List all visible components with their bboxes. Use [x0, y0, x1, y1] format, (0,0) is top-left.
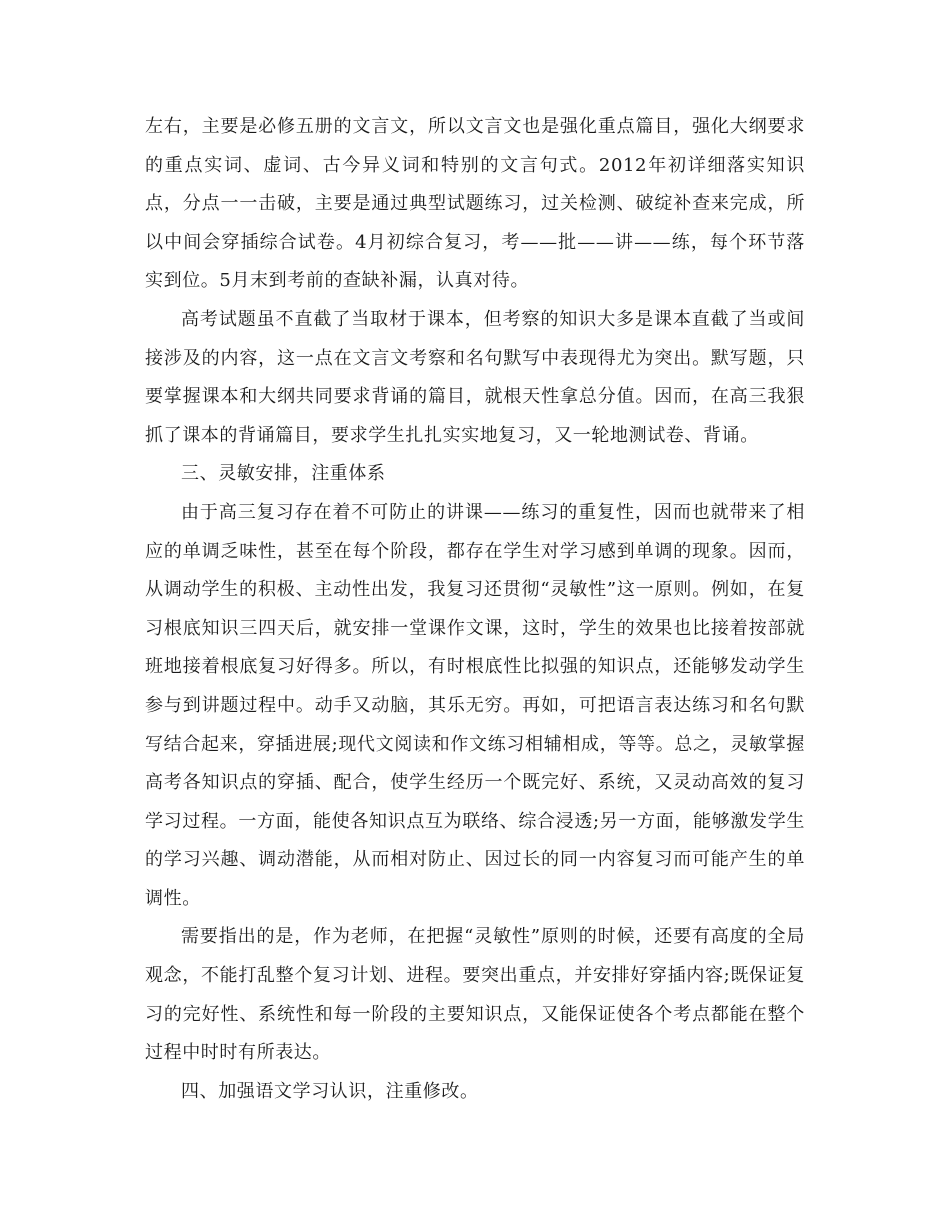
document-body — [145, 108, 805, 1111]
paragraph-continuation: 左右，主要是必修五册的文言文，所以文言文也是强化重点篇目，强化大纲要求的重点实词、虚词、古今异义词和特别的文言句式。2012年初详细落实知识点，分点一一击破，主要是通过典型试题练习，过关检测、破绽补查来完成，所以中间会穿插综合试卷。4月初综合复习，考——批——讲——练，每个环节落实到位。5月末到考前的查缺补漏，认真对待。 — [145, 116, 805, 292]
paragraph-flexibility-principle: 由于高三复习存在着不可防止的讲课——练习的重复性，因而也就带来了相应的单调乏味性，甚至在每个阶段，都存在学生对学习感到单调的现象。因而，从调动学生的积极、主动性出发，我复习还贯彻“灵敏性”这一原则。例如，在复习根底知识三四天后，就安排一堂课作文课，这时，学生的效果也比接着按部就班地接着根底复习好得多。所以，有时根底性比拟强的知识点，还能够发动学生参与到讲题过程中。动手又动脑，其乐无穷。再如，可把语言表达练习和名句默写结合起来，穿插进展;现代文阅读和作文练习相辅相成，等等。总之，灵敏掌握高考各知识点的穿插、配合，使学生经历一个既完好、系统，又灵动高效的复习学习过程。一方面，能使各知识点互为联络、综合浸透;另一方面，能够激发学生的学习兴趣、调动潜能，从而相对防止、因过长的同一内容复习而可能产生的单调性。 — [145, 501, 805, 909]
section-heading-flexible-arrangement: 三、灵敏安排，注重体系 — [181, 463, 386, 485]
section-heading-strengthen-awareness: 四、加强语文学习认识，注重修改。 — [181, 1080, 479, 1102]
paragraph-teacher-note: 需要指出的是，作为老师，在把握“灵敏性”原则的时候，还要有高度的全局观念，不能打乱整个复习计划、进程。要突出重点，并安排好穿插内容;既保证复习的完好性、系统性和每一阶段的主要知识点，又能保证使各个考点都能在整个过程中时时有所表达。 — [145, 926, 805, 1064]
paragraph-textbook-recitation: 高考试题虽不直截了当取材于课本，但考察的知识大多是课本直截了当或间接涉及的内容，这一点在文言文考察和名句默写中表现得尤为突出。默写题，只要掌握课本和大纲共同要求背诵的篇目，就根天性拿总分值。因而，在高三我狠抓了课本的背诵篇目，要求学生扎扎实实地复习，又一轮地测试卷、背诵。 — [145, 308, 805, 446]
